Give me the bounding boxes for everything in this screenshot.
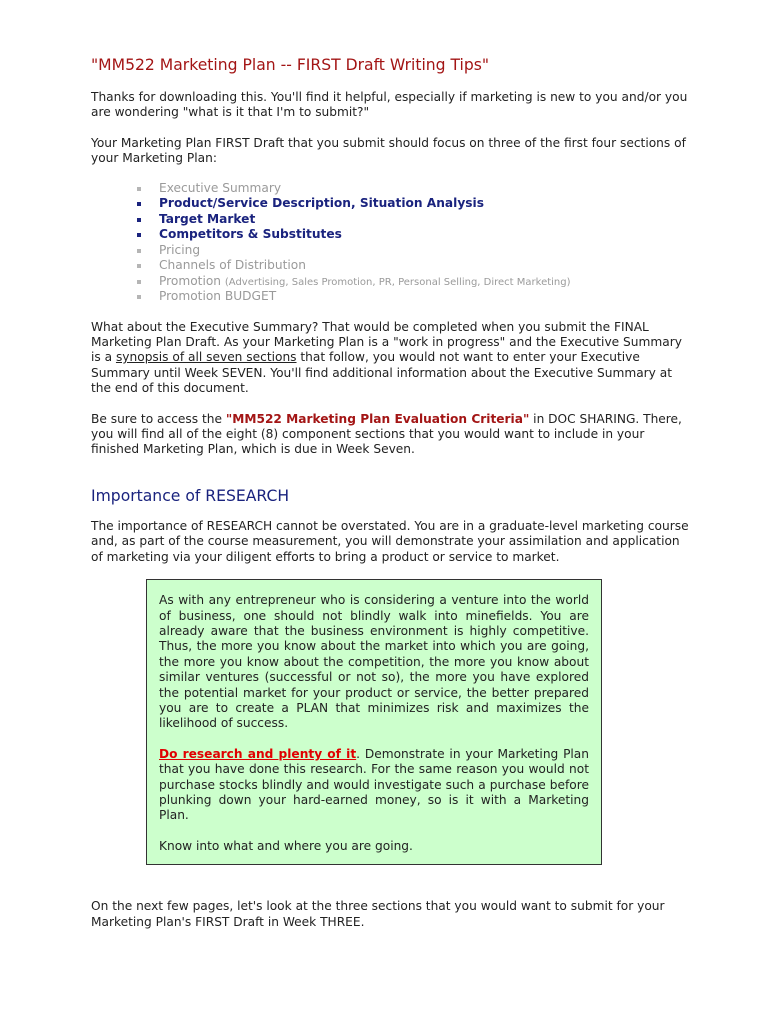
callout-paragraph-3: Know into what and where you are going. [159, 838, 413, 853]
list-item-label: Competitors & Substitutes [159, 227, 342, 242]
list-item-label: Executive Summary [159, 180, 282, 195]
access-text-before: Be sure to access the [91, 411, 226, 426]
research-heading: Importance of RESEARCH [91, 486, 290, 505]
list-item-label: Product/Service Description, Situation Analysis [159, 196, 484, 211]
document-page [91, 55, 691, 930]
sections-list [91, 181, 691, 305]
list-item [159, 258, 691, 274]
list-item [159, 289, 691, 305]
research-callout-box [146, 579, 602, 865]
exec-text-before: What about the Executive Summary? That would be completed when you submit the FINAL Marketing Plan Draft. As your Marketing Plan is a "work in progress" and the Executive Summary is a [91, 319, 682, 365]
list-item [159, 243, 691, 259]
evaluation-criteria-title: "MM522 Marketing Plan Evaluation Criteria" [225, 411, 530, 426]
access-text-after: in DOC SHARING. There, you will find all of the eight (8) component sections that you would want to include in your finished Marketing Plan, which is due in Week Seven. [91, 411, 682, 457]
callout-paragraph-2 [159, 747, 589, 824]
closing-paragraph: On the next few pages, let's look at the three sections that you would want to submit for your Marketing Plan's FIRST Draft in Week THREE. [91, 899, 665, 929]
list-item-label: Promotion BUDGET [159, 289, 277, 304]
callout-paragraph-1: As with any entrepreneur who is considering a venture into the world of business, one should not blindly walk into minefields. You are already aware that the business environment is highly competitive. Thus, the more you know about the market into which you are going, the more you know about the competition, the more you know about similar ventures (successful or not so), the more you have explored the potential market for your product or service, the better prepared you are to create a PLAN that minimizes risk and maximizes the likelihood of success. [159, 593, 589, 731]
list-item [159, 227, 691, 243]
list-item-label: Target Market [159, 211, 256, 226]
intro-paragraph: Thanks for downloading this. You'll find it helpful, especially if marketing is new to you and/or you are wondering "what is it that I'm to submit?" [91, 90, 688, 120]
exec-text-after: that follow, you would not want to enter your Executive Summary until Week SEVEN. You'll find additional information about the Executive Summary at the end of this document. [91, 350, 673, 396]
list-item [159, 212, 691, 228]
document-title: "MM522 Marketing Plan -- FIRST Draft Writing Tips" [91, 56, 490, 74]
list-item-note: (Advertising, Sales Promotion, PR, Personal Selling, Direct Marketing) [224, 276, 571, 288]
list-item [159, 196, 691, 212]
list-item-label: Pricing [159, 242, 201, 257]
list-item-label: Channels of Distribution [159, 258, 306, 273]
exec-underlined-text: synopsis of all seven sections [115, 350, 297, 365]
list-item [159, 181, 691, 197]
research-paragraph: The importance of RESEARCH cannot be overstated. You are in a graduate-level marketing course and, as part of the course measurement, you will demonstrate your assimilation and application of marketing via your diligent efforts to bring a product or service to market. [91, 518, 689, 564]
executive-summary-paragraph [91, 320, 691, 397]
callout-paragraph-2-rest: . Demonstrate in your Marketing Plan that you have done this research. For the same reason you would not purchase stocks blindly and would investigate such a purchase before plunking down your hard-earned money, so is it with a Marketing Plan. [159, 746, 589, 823]
focus-paragraph: Your Marketing Plan FIRST Draft that you submit should focus on three of the first four sections of your Marketing Plan: [91, 135, 686, 166]
access-paragraph [91, 412, 691, 458]
list-item-label: Promotion [159, 273, 222, 288]
research-emphasis-link[interactable]: Do research and plenty of it [159, 746, 357, 761]
list-item [159, 274, 691, 290]
